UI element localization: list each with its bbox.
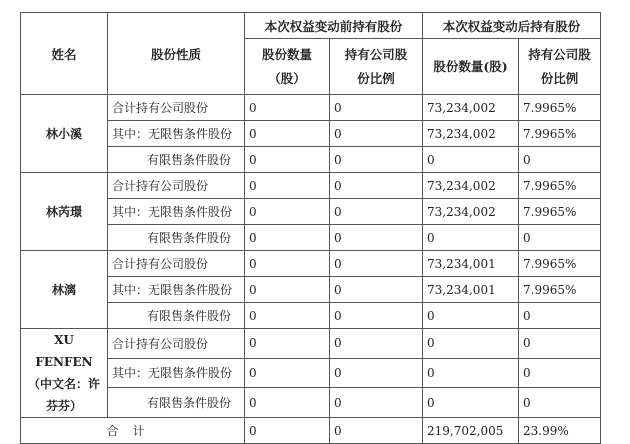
before-shares-cell: 0 xyxy=(245,358,330,388)
share-type-total: 合计持有公司股份 xyxy=(108,251,245,277)
header-after-group: 本次权益变动后持有股份 xyxy=(423,13,601,39)
holder-name: XU FENFEN（中文名：许芬芬） xyxy=(21,329,108,418)
holder-name: 林漓 xyxy=(21,251,108,329)
shareholding-change-table xyxy=(20,12,601,444)
before-shares-cell: 0 xyxy=(245,147,330,173)
header-after-ratio: 持有公司股份比例 xyxy=(519,39,601,95)
before-ratio-cell: 0 xyxy=(330,121,423,147)
share-type-unrestricted: 其中：无限售条件股份 xyxy=(108,121,245,147)
before-ratio-cell: 0 xyxy=(330,251,423,277)
after-shares-cell: 73,234,002 xyxy=(423,121,519,147)
after-ratio-cell: 7.9965% xyxy=(519,251,601,277)
before-shares-cell: 0 xyxy=(245,199,330,225)
table-row xyxy=(21,147,601,173)
header-before-ratio: 持有公司股份比例 xyxy=(330,39,423,95)
table-row xyxy=(21,329,601,359)
holders-body xyxy=(21,95,601,418)
header-share-type: 股份性质 xyxy=(108,13,245,95)
share-type-unrestricted: 其中：无限售条件股份 xyxy=(108,199,245,225)
table-row xyxy=(21,277,601,303)
after-ratio-cell: 0 xyxy=(519,388,601,418)
after-ratio-cell: 7.9965% xyxy=(519,173,601,199)
after-shares-cell: 0 xyxy=(423,303,519,329)
before-ratio-cell: 0 xyxy=(330,173,423,199)
before-ratio-cell: 0 xyxy=(330,95,423,121)
after-ratio-cell: 0 xyxy=(519,225,601,251)
after-shares-cell: 73,234,002 xyxy=(423,95,519,121)
before-ratio-cell: 0 xyxy=(330,303,423,329)
table-row xyxy=(21,225,601,251)
header-before-group: 本次权益变动前持有股份 xyxy=(245,13,423,39)
table-row xyxy=(21,199,601,225)
share-type-unrestricted: 其中：无限售条件股份 xyxy=(108,277,245,303)
after-shares-cell: 0 xyxy=(423,329,519,359)
total-label: 合计 xyxy=(21,418,245,444)
share-type-restricted: 有限售条件股份 xyxy=(108,303,245,329)
after-ratio-cell: 0 xyxy=(519,147,601,173)
header-after-shares: 股份数量(股) xyxy=(423,39,519,95)
total-before-ratio: 0 xyxy=(330,418,423,444)
before-shares-cell: 0 xyxy=(245,251,330,277)
after-shares-cell: 73,234,001 xyxy=(423,277,519,303)
before-shares-cell: 0 xyxy=(245,121,330,147)
total-after-ratio: 23.99% xyxy=(519,418,601,444)
before-shares-cell: 0 xyxy=(245,388,330,418)
before-ratio-cell: 0 xyxy=(330,225,423,251)
before-ratio-cell: 0 xyxy=(330,388,423,418)
after-shares-cell: 0 xyxy=(423,225,519,251)
after-shares-cell: 0 xyxy=(423,388,519,418)
after-shares-cell: 0 xyxy=(423,147,519,173)
table-row xyxy=(21,121,601,147)
header-name: 姓名 xyxy=(21,13,108,95)
before-ratio-cell: 0 xyxy=(330,329,423,359)
table-row xyxy=(21,251,601,277)
table-row xyxy=(21,173,601,199)
after-ratio-cell: 7.9965% xyxy=(519,121,601,147)
after-shares-cell: 73,234,002 xyxy=(423,199,519,225)
table-row xyxy=(21,388,601,418)
before-ratio-cell: 0 xyxy=(330,277,423,303)
holder-name: 林芮璟 xyxy=(21,173,108,251)
total-before-shares: 0 xyxy=(245,418,330,444)
after-ratio-cell: 0 xyxy=(519,358,601,388)
header-before-shares: 股份数量（股） xyxy=(245,39,330,95)
table-row xyxy=(21,358,601,388)
after-shares-cell: 73,234,001 xyxy=(423,251,519,277)
share-type-total: 合计持有公司股份 xyxy=(108,95,245,121)
share-type-total: 合计持有公司股份 xyxy=(108,173,245,199)
before-shares-cell: 0 xyxy=(245,173,330,199)
after-ratio-cell: 7.9965% xyxy=(519,199,601,225)
before-shares-cell: 0 xyxy=(245,329,330,359)
after-ratio-cell: 0 xyxy=(519,329,601,359)
holder-name: 林小溪 xyxy=(21,95,108,173)
before-ratio-cell: 0 xyxy=(330,147,423,173)
after-shares-cell: 73,234,002 xyxy=(423,173,519,199)
before-shares-cell: 0 xyxy=(245,303,330,329)
before-ratio-cell: 0 xyxy=(330,199,423,225)
table-row xyxy=(21,303,601,329)
share-type-total: 合计持有公司股份 xyxy=(108,329,245,359)
before-shares-cell: 0 xyxy=(245,225,330,251)
after-ratio-cell: 0 xyxy=(519,303,601,329)
after-ratio-cell: 7.9965% xyxy=(519,277,601,303)
total-after-shares: 219,702,005 xyxy=(423,418,519,444)
after-ratio-cell: 7.9965% xyxy=(519,95,601,121)
header-row-1 xyxy=(21,13,601,39)
share-type-restricted: 有限售条件股份 xyxy=(108,388,245,418)
share-type-unrestricted: 其中：无限售条件股份 xyxy=(108,358,245,388)
shareholding-change-table-wrapper xyxy=(20,12,601,444)
share-type-restricted: 有限售条件股份 xyxy=(108,147,245,173)
before-shares-cell: 0 xyxy=(245,95,330,121)
after-shares-cell: 0 xyxy=(423,358,519,388)
share-type-restricted: 有限售条件股份 xyxy=(108,225,245,251)
total-row xyxy=(21,418,601,444)
before-shares-cell: 0 xyxy=(245,277,330,303)
table-row xyxy=(21,95,601,121)
before-ratio-cell: 0 xyxy=(330,358,423,388)
